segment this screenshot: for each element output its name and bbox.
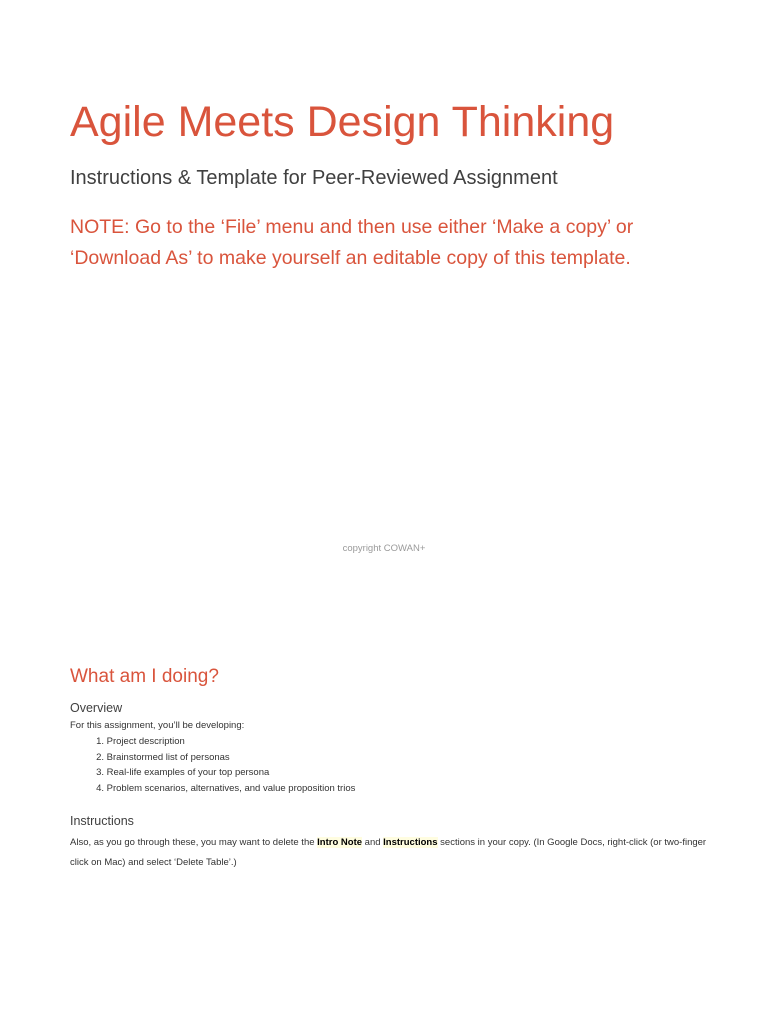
list-item-number: 1. bbox=[96, 736, 104, 747]
instructions-line-1 bbox=[70, 833, 707, 853]
instructions-text-post: sections in your copy. (In Google Docs, right-click (or two-finger bbox=[440, 837, 707, 848]
list-item-text: Problem scenarios, alternatives, and value proposition trios bbox=[106, 782, 356, 794]
copyright-notice: copyright COWAN+ bbox=[342, 543, 426, 554]
instructions-text-pre: Also, as you go through these, you may want to delete the bbox=[70, 837, 315, 848]
list-item-number: 2. bbox=[96, 751, 104, 763]
instructions-text-mid: and bbox=[364, 837, 381, 848]
instructions-line-2: click on Mac) and select ‘Delete Table’.) bbox=[70, 857, 237, 868]
copy-note bbox=[70, 212, 710, 274]
instructions-reference: Instructions bbox=[383, 837, 438, 848]
list-item bbox=[70, 765, 355, 781]
copy-note-line-2: ‘Download As’ to make yourself an editable copy of this template. bbox=[70, 247, 631, 269]
intro-note-reference: Intro Note bbox=[317, 837, 363, 848]
instructions-paragraph bbox=[70, 833, 707, 873]
list-item-number: 3. bbox=[96, 767, 104, 779]
overview-intro: For this assignment, you’ll be developing: bbox=[70, 720, 245, 731]
list-item bbox=[70, 734, 355, 750]
list-item bbox=[70, 750, 355, 766]
list-item-number: 4. bbox=[96, 782, 104, 794]
document-title: Agile Meets Design Thinking bbox=[70, 98, 615, 146]
section-heading: What am I doing? bbox=[70, 666, 219, 687]
copy-note-line-1: NOTE: Go to the ‘File’ menu and then use either ‘Make a copy’ or bbox=[70, 216, 634, 238]
deliverables-list bbox=[70, 734, 355, 796]
overview-heading: Overview bbox=[70, 701, 123, 715]
list-item-text: Project description bbox=[106, 736, 185, 747]
list-item-text: Real-life examples of your top persona bbox=[106, 767, 270, 779]
list-item bbox=[70, 781, 355, 797]
instructions-heading: Instructions bbox=[70, 814, 134, 828]
list-item-text: Brainstormed list of personas bbox=[106, 751, 230, 763]
document-subtitle: Instructions & Template for Peer-Reviewed Assignment bbox=[70, 167, 558, 189]
